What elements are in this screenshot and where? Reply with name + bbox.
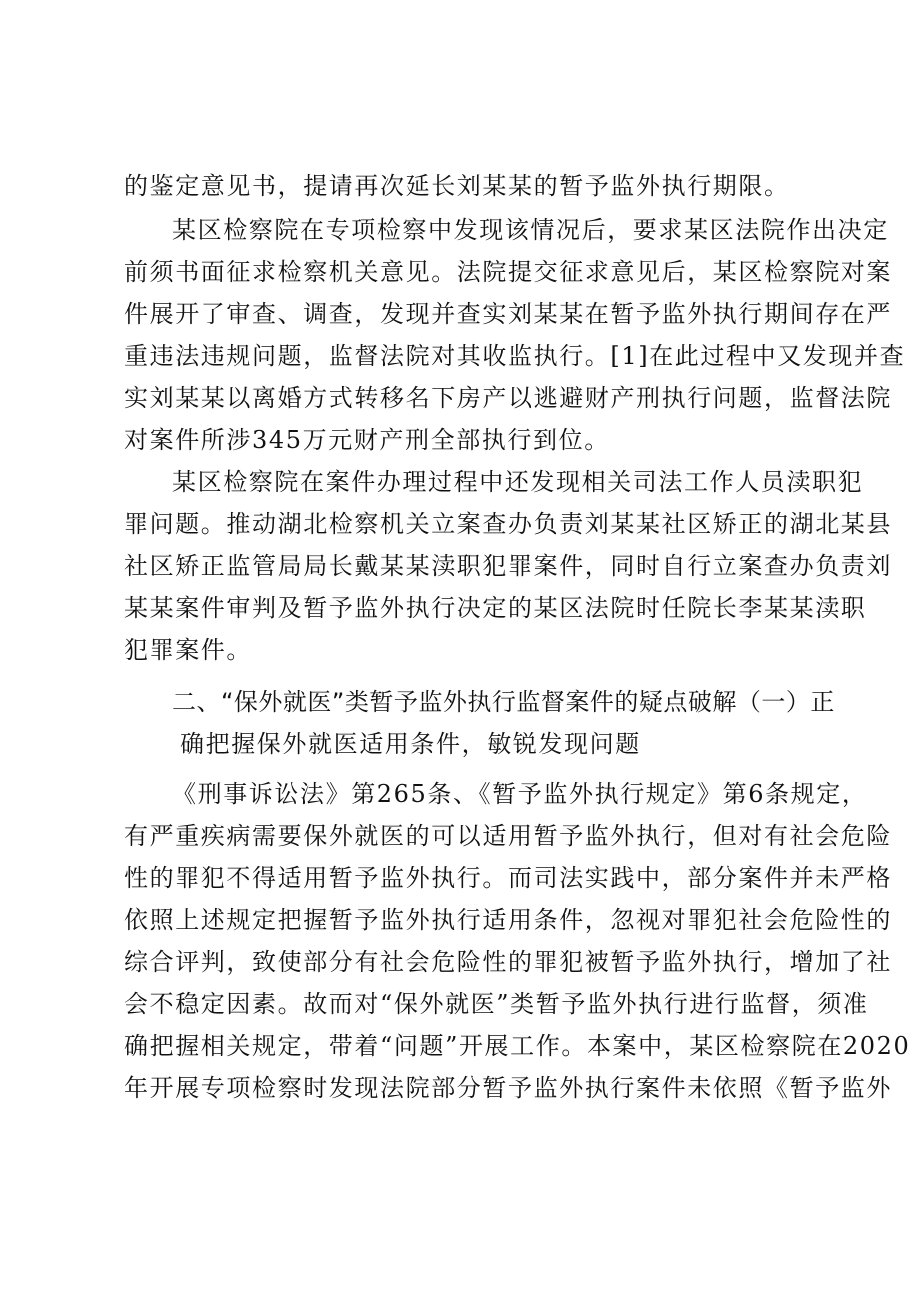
text-line: 实刘某某以离婚方式转移名下房产以逃避财产刑执行问题，监督法院 [124,384,892,412]
text-line: 对案件所涉345万元财产刑全部执行到位。 [124,426,610,454]
text-line: 某某案件审判及暂予监外执行决定的某区法院时任院长李某某渎职 [124,594,867,622]
heading-line: 确把握保外就医适用条件，敏锐发现问题 [180,730,641,758]
text-line: 《刑事诉讼法》第265条、《暂予监外执行规定》第6条规定， [172,780,868,808]
text-line: 犯罪案件。 [124,636,252,664]
text-line: 某区检察院在案件办理过程中还发现相关司法工作人员渎职犯 [172,468,864,496]
text-line: 的鉴定意见书，提请再次延长刘某某的暂予监外执行期限。 [124,172,790,200]
text-line: 有严重疾病需要保外就医的可以适用暂予监外执行，但对有社会危险 [124,822,892,850]
text-line: 综合评判，致使部分有社会危险性的罪犯被暂予监外执行，增加了社 [124,948,892,976]
text-line: 前须书面征求检察机关意见。法院提交征求意见后，某区检察院对案 [124,258,892,286]
text-line: 某区检察院在专项检察中发现该情况后，要求某区法院作出决定 [172,216,889,244]
text-line: 确把握相关规定，带着“问题”开展工作。本案中，某区检察院在2020 [124,1032,911,1060]
text-line: 性的罪犯不得适用暂予监外执行。而司法实践中，部分案件并未严格 [124,864,892,892]
text-line: 年开展专项检察时发现法院部分暂予监外执行案件未依照《暂予监外 [124,1074,892,1102]
text-line: 社区矫正监管局局长戴某某渎职犯罪案件，同时自行立案查办负责刘 [124,552,892,580]
text-line: 罪问题。推动湖北检察机关立案查办负责刘某某社区矫正的湖北某县 [124,510,892,538]
heading-line: 二、“保外就医”类暂予监外执行监督案件的疑点破解（一）正 [172,688,835,716]
text-line: 会不稳定因素。故而对“保外就医”类暂予监外执行进行监督，须准 [124,990,869,1018]
text-line: 重违法违规问题，监督法院对其收监执行。[1]在此过程中又发现并查 [124,342,906,370]
text-line: 件展开了审查、调查，发现并查实刘某某在暂予监外执行期间存在严 [124,300,892,328]
text-line: 依照上述规定把握暂予监外执行适用条件，忽视对罪犯社会危险性的 [124,906,892,934]
